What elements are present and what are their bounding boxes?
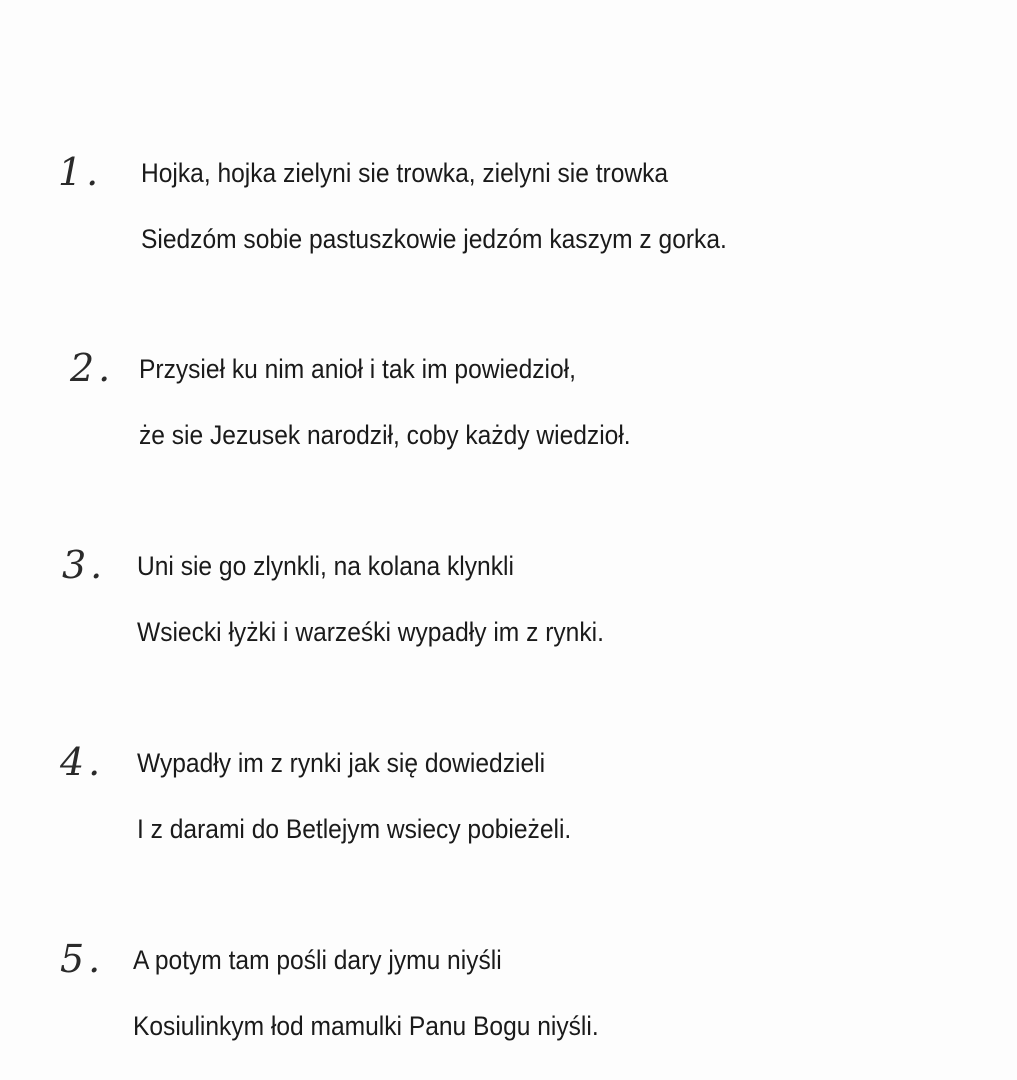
verse-line: Uni sie go zlynkli, na kolana klynkli bbox=[137, 551, 514, 581]
verse-number: 4. bbox=[60, 740, 105, 784]
verse-line: A potym tam pośli dary jymu niyśli bbox=[133, 945, 502, 975]
verse-line: Wsiecki łyżki i warześki wypadły im z rynki. bbox=[137, 617, 604, 647]
verse-number: 5. bbox=[60, 937, 105, 981]
verse-line: że sie Jezusek narodził, coby każdy wiedzioł. bbox=[139, 420, 631, 450]
verse-line: Wypadły im z rynki jak się dowiedzieli bbox=[137, 748, 546, 778]
verse-line: Kosiulinkym łod mamulki Panu Bogu niyśli. bbox=[133, 1011, 599, 1041]
verse-line: Siedzóm sobie pastuszkowie jedzóm kaszym z gorka. bbox=[141, 224, 727, 254]
verse-number: 3. bbox=[62, 543, 107, 587]
verse-line: Przysieł ku nim anioł i tak im powiedzioł, bbox=[139, 354, 576, 384]
verse-number: 2. bbox=[70, 346, 115, 390]
verse-number: 1. bbox=[58, 150, 103, 194]
verse-line: I z darami do Betlejym wsiecy pobieżeli. bbox=[137, 814, 572, 844]
verse-line: Hojka, hojka zielyni sie trowka, zielyni sie trowka bbox=[141, 158, 669, 188]
